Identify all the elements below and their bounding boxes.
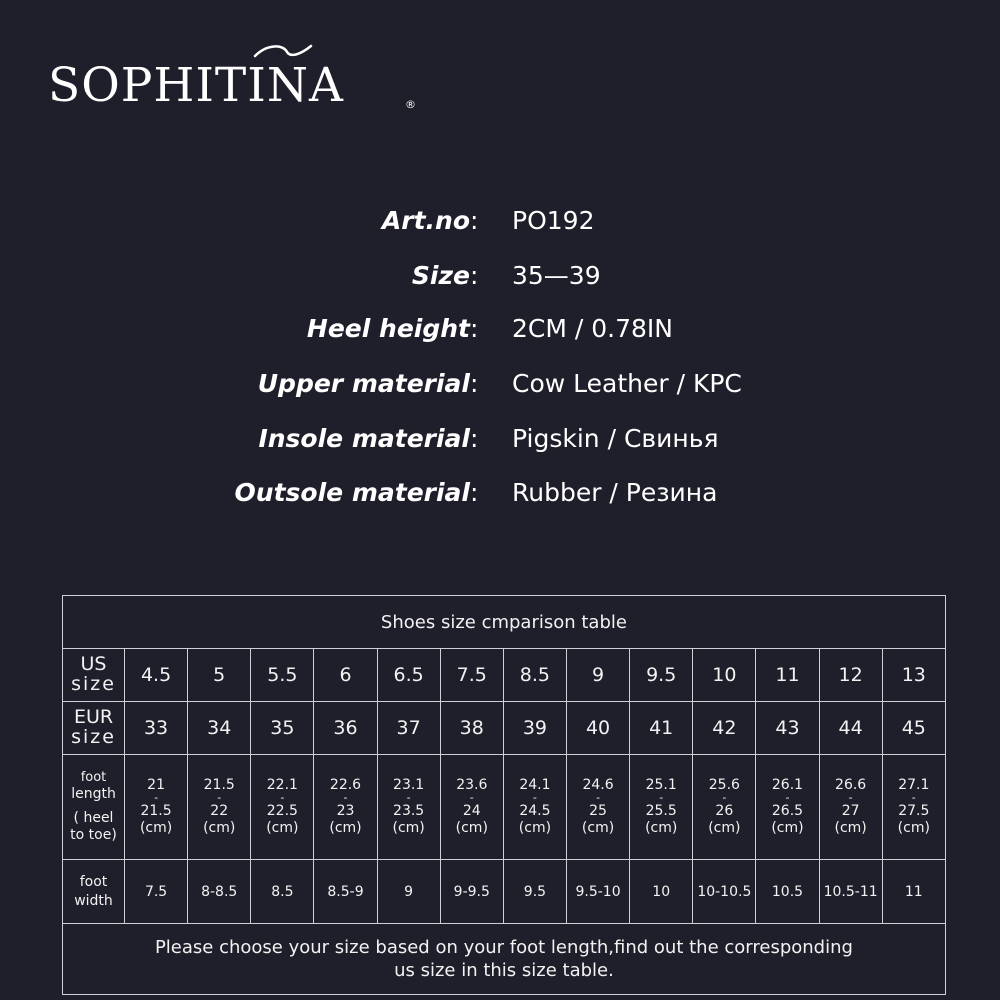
us-size-cell: 12 [819,649,882,702]
foot-length-dash: - [217,791,222,805]
foot-length-cell [630,755,693,860]
foot-length-header-line: length [71,785,116,802]
foot-length-dash: - [911,791,916,805]
foot-length-max: 25 [589,803,607,819]
foot-width-cell: 9.5-10 [566,860,629,924]
foot-width-header-line: width [74,892,113,909]
eur-size-cell: 38 [440,702,503,755]
foot-length-min: 25.6 [708,777,740,794]
spec-value: Cow Leather / KPC [512,369,742,398]
spec-heel-height [0,308,1000,358]
foot-length-dash: - [785,791,790,805]
eur-size-header [63,702,125,755]
foot-length-dash: - [406,791,411,805]
foot-width-row [63,860,946,924]
foot-length-header-line: to toe) [70,827,117,844]
foot-length-dash: - [280,791,285,805]
foot-length-min: 24.1 [519,777,551,794]
foot-length-header-line: ( heel [73,810,114,827]
foot-length-unit: (cm) [897,819,930,836]
foot-length-unit: (cm) [266,819,299,836]
spec-label: Art.no [381,206,470,235]
foot-length-max: 27.5 [898,803,930,819]
foot-length-unit: (cm) [203,819,236,836]
foot-length-cell [756,755,819,860]
foot-length-cell [819,755,882,860]
registered-mark: ® [405,98,416,111]
foot-length-min: 24.6 [582,777,614,794]
foot-length-row [63,755,946,860]
eur-header-line: size [71,726,116,748]
foot-width-cell: 10.5 [756,860,819,924]
foot-length-max: 26.5 [771,803,804,819]
us-size-cell: 5.5 [251,649,314,702]
us-size-cell: 6 [314,649,377,702]
us-size-cell: 6.5 [377,649,440,702]
foot-length-max: 24.5 [519,803,551,819]
foot-length-cell [188,755,251,860]
eur-size-cell: 37 [377,702,440,755]
us-header-line: size [71,673,116,695]
foot-length-unit: (cm) [392,819,425,836]
eur-size-cell: 36 [314,702,377,755]
foot-length-header [63,755,125,860]
foot-length-max: 24 [462,803,481,819]
spec-value: PO192 [512,206,595,235]
foot-length-unit: (cm) [771,819,804,836]
foot-width-cell: 7.5 [125,860,188,924]
foot-width-cell: 8.5-9 [314,860,377,924]
spec-value: Rubber / Резина [512,478,718,507]
table-caption: Shoes size cmparison table [63,596,946,649]
foot-length-header-line: foot [80,770,107,785]
us-header-line: US [80,653,107,676]
spec-insole-material [0,418,1000,468]
foot-length-max: 26 [715,803,734,819]
foot-length-min: 26.1 [771,777,804,794]
spec-label: Heel height [306,314,470,343]
foot-length-min: 22.6 [329,777,362,794]
eur-size-cell: 33 [125,702,188,755]
us-size-cell: 13 [882,649,945,702]
foot-length-min: 23.6 [456,777,488,794]
foot-length-dash: - [848,791,853,805]
spec-upper-material [0,363,1000,413]
foot-length-max: 21.5 [140,803,172,819]
foot-width-cell: 10-10.5 [693,860,756,924]
foot-length-unit: (cm) [329,819,362,836]
foot-length-min: 27.1 [898,777,930,794]
eur-size-row [63,702,946,755]
eur-size-cell: 45 [882,702,945,755]
us-size-cell: 7.5 [440,649,503,702]
foot-width-cell: 9.5 [503,860,566,924]
foot-length-cell [125,755,188,860]
foot-length-dash: - [596,791,601,805]
foot-length-unit: (cm) [834,819,867,836]
us-size-header [63,649,125,702]
us-size-cell: 5 [188,649,251,702]
spec-label: Outsole material [234,478,470,507]
eur-size-cell: 35 [251,702,314,755]
foot-width-header [63,860,125,924]
foot-width-cell: 11 [882,860,945,924]
foot-width-cell: 10.5-11 [819,860,882,924]
foot-length-cell [314,755,377,860]
foot-length-min: 25.1 [645,777,677,794]
us-size-cell: 8.5 [503,649,566,702]
spec-value: Pigskin / Свинья [512,424,719,453]
table-footer-note [63,924,946,995]
foot-length-dash: - [532,791,537,805]
spec-colon: : [470,261,479,290]
eur-size-cell: 39 [503,702,566,755]
foot-length-cell [566,755,629,860]
brand-logo [48,40,416,120]
foot-length-dash: - [154,791,159,805]
eur-header-line: EUR [73,706,114,729]
foot-length-max: 27 [841,803,860,819]
foot-length-max: 25.5 [645,803,677,819]
eur-size-cell: 43 [756,702,819,755]
foot-length-cell [503,755,566,860]
foot-length-dash: - [469,791,474,805]
foot-length-unit: (cm) [708,819,741,836]
spec-size [0,255,1000,305]
foot-length-max: 23.5 [393,803,425,819]
us-size-cell: 11 [756,649,819,702]
spec-colon: : [470,478,479,507]
us-size-cell: 4.5 [125,649,188,702]
foot-length-unit: (cm) [455,819,488,836]
spec-colon: : [470,369,479,398]
spec-label: Size [411,261,470,290]
spec-value: 35—39 [512,261,601,290]
foot-length-cell [693,755,756,860]
foot-width-cell: 9-9.5 [440,860,503,924]
foot-length-unit: (cm) [518,819,552,836]
footer-line: us size in this size table. [394,960,614,981]
foot-length-dash: - [659,791,664,805]
foot-length-min: 21.5 [203,777,235,794]
foot-length-unit: (cm) [139,819,173,836]
foot-length-unit: (cm) [645,819,678,836]
eur-size-cell: 44 [819,702,882,755]
us-size-cell: 10 [693,649,756,702]
spec-colon: : [470,314,479,343]
foot-width-header-line: foot [79,874,108,891]
spec-colon: : [470,424,479,453]
us-size-row [63,649,946,702]
spec-label: Insole material [258,424,470,453]
foot-length-min: 26.6 [835,777,867,794]
foot-length-min: 22.1 [266,777,298,794]
foot-length-cell [251,755,314,860]
size-comparison-table [62,595,946,995]
foot-length-dash: - [722,791,727,805]
foot-length-cell [882,755,945,860]
foot-width-cell: 9 [377,860,440,924]
foot-length-cell [440,755,503,860]
us-size-cell: 9.5 [630,649,693,702]
eur-size-cell: 42 [693,702,756,755]
foot-length-dash: - [343,791,348,805]
foot-length-unit: (cm) [581,819,615,836]
foot-length-max: 22 [210,803,229,819]
eur-size-cell: 41 [630,702,693,755]
foot-length-min: 21 [147,777,165,794]
eur-size-cell: 34 [188,702,251,755]
foot-length-min: 23.1 [393,777,425,794]
spec-art-no [0,200,1000,250]
footer-line: Please choose your size based on your foot length,find out the corresponding [154,936,853,958]
foot-length-max: 23 [336,803,355,819]
foot-width-cell: 8-8.5 [188,860,251,924]
spec-value: 2CM / 0.78IN [512,314,673,343]
spec-label: Upper material [257,369,470,398]
spec-outsole-material [0,472,1000,522]
foot-length-max: 22.5 [266,803,298,819]
foot-width-cell: 10 [630,860,693,924]
foot-length-cell [377,755,440,860]
brand-name: SOPHITINA [48,58,344,113]
foot-width-cell: 8.5 [251,860,314,924]
spec-colon: : [470,206,479,235]
eur-size-cell: 40 [566,702,629,755]
us-size-cell: 9 [566,649,629,702]
